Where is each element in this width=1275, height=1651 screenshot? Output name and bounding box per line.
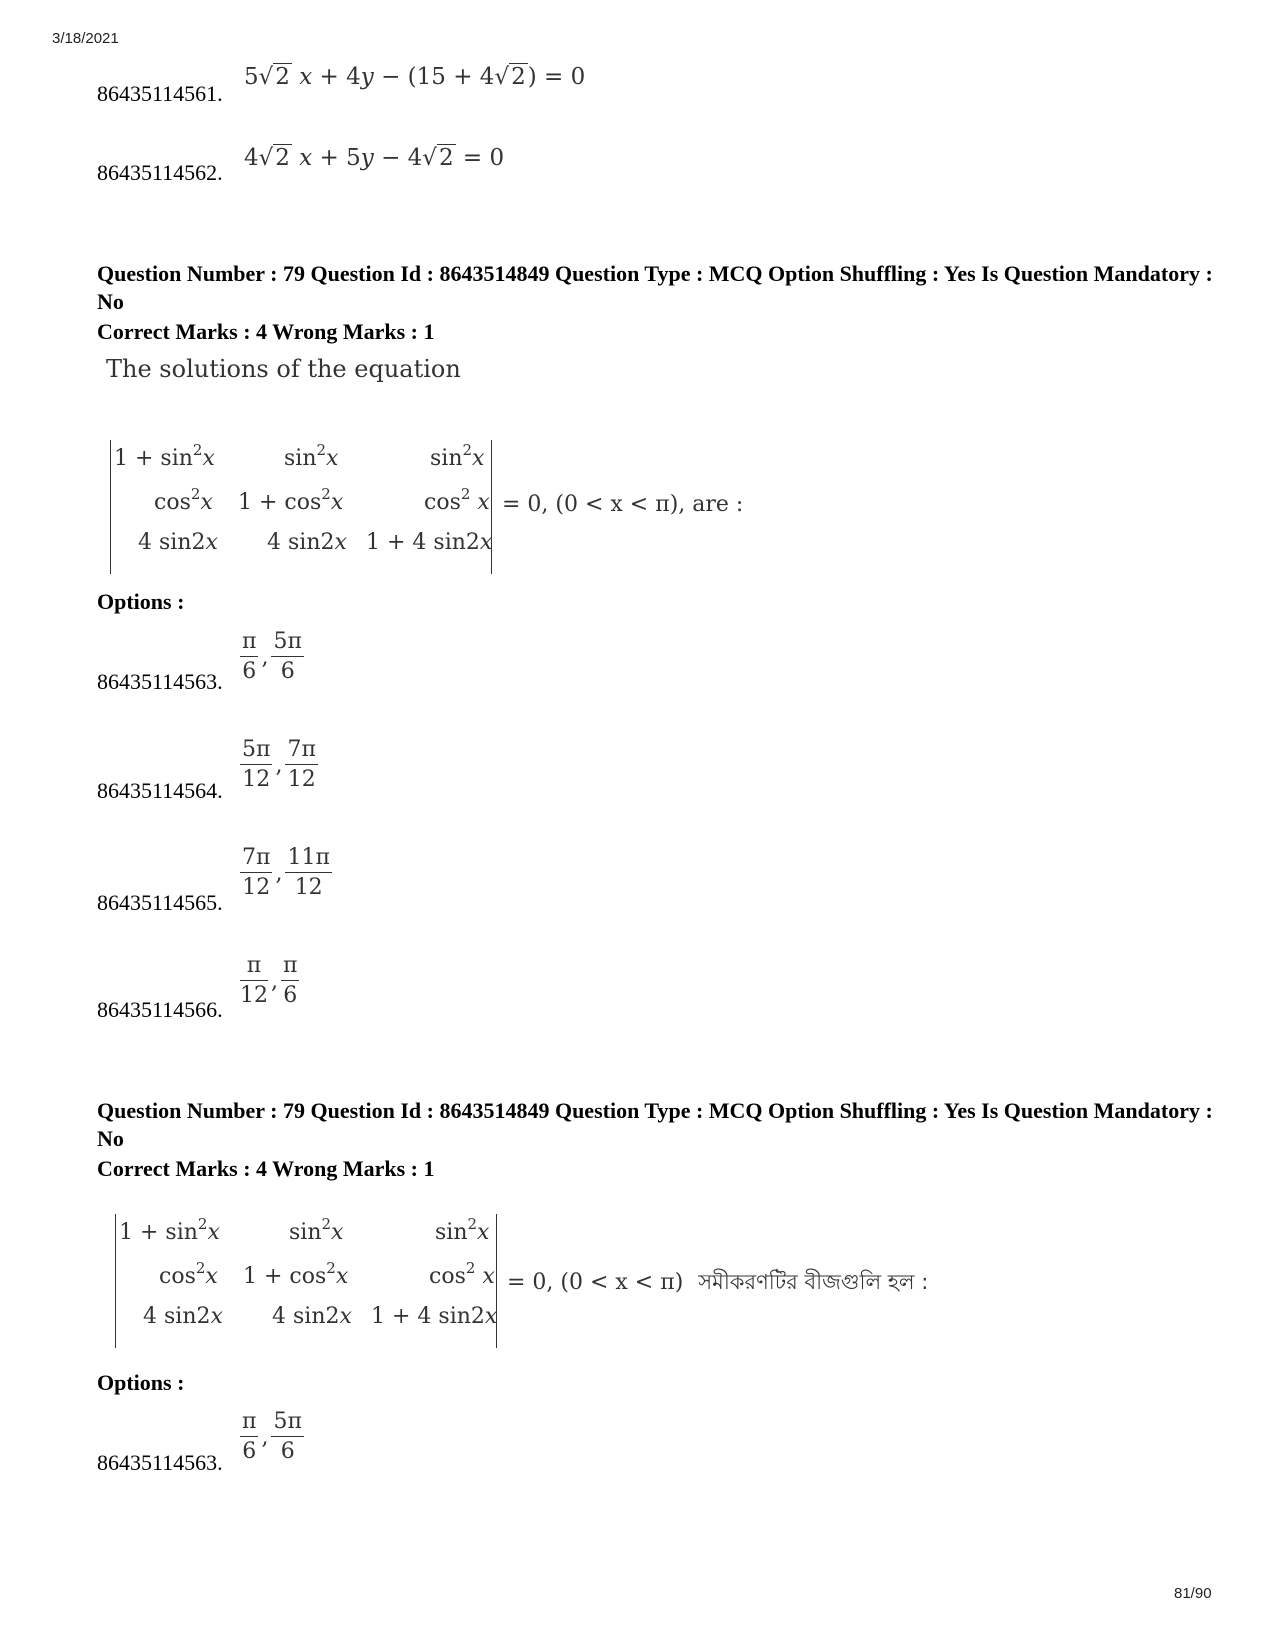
det-bar-left xyxy=(110,440,111,574)
determinant-equation: $1 + \sin^2x$ $\sin^2x$ $\sin^2x$ $\cos^2x$ $1 + \cos^2x$ $\cos^2 x$ 4 sin2x 4 sin2x 1 + 4 sin2x = 0, (0 < x < π), are : xyxy=(110,440,750,574)
det-bar-left xyxy=(115,1214,116,1348)
options-label: Options : xyxy=(97,1370,185,1395)
option-id: 86435114561. xyxy=(97,81,223,106)
option-fractions: $\frac{\pi}{12}$ , $\frac{\pi}{6}$ xyxy=(240,953,298,1008)
equation-condition: = 0, (0 < x < π) xyxy=(507,1270,684,1295)
det-bar-right xyxy=(496,1214,497,1348)
question-marks: Correct Marks : 4 Wrong Marks : 1 xyxy=(97,1156,435,1181)
options-label: Options : xyxy=(97,589,185,614)
option-id: 86435114563. xyxy=(97,1450,223,1475)
determinant-equation: $1 + \sin^2x$ $\sin^2x$ $\sin^2x$ $\cos^2x$ $1 + \cos^2x$ $\cos^2 x$ 4 sin2x 4 sin2x 1 + 4 sin2x = 0, (0 < x < π) সমীকরণটির বীজগুলি হল : xyxy=(115,1214,995,1348)
question-stem: The solutions of the equation xyxy=(106,355,461,383)
question-heading: Question Number : 79 Question Id : 8643514849 Question Type : MCQ Option Shuffling : Yes Is Question Mandatory : No xyxy=(97,1098,1213,1151)
option-id: 86435114562. xyxy=(97,160,223,185)
option-fractions: $\frac{\pi}{6}$ , $\frac{5\pi}{6}$ xyxy=(242,629,302,684)
bengali-question-text: সমীকরণটির বীজগুলি হল : xyxy=(698,1270,929,1294)
option-equation: 4√2 x + 5y − 4√2 = 0 xyxy=(244,145,505,171)
print-date: 3/18/2021 xyxy=(52,30,119,47)
option-id: 86435114563. xyxy=(97,669,223,694)
page-number: 81/90 xyxy=(1174,1585,1212,1602)
det-bar-right xyxy=(491,440,492,574)
equation-condition: = 0, (0 < x < π), are : xyxy=(502,492,744,517)
option-id: 86435114566. xyxy=(97,997,223,1022)
option-equation: 5√2 x + 4y − (15 + 4√2) = 0 xyxy=(244,64,586,90)
option-fractions: $\frac{\pi}{6}$ , $\frac{5\pi}{6}$ xyxy=(242,1409,302,1464)
option-fractions: $\frac{5\pi}{12}$ , $\frac{7\pi}{12}$ xyxy=(242,737,316,792)
option-id: 86435114565. xyxy=(97,890,223,915)
question-marks: Correct Marks : 4 Wrong Marks : 1 xyxy=(97,319,435,344)
question-heading: Question Number : 79 Question Id : 8643514849 Question Type : MCQ Option Shuffling : Yes Is Question Mandatory : No xyxy=(97,261,1213,314)
option-fractions: $\frac{7\pi}{12}$ , $\frac{11\pi}{12}$ xyxy=(242,845,330,900)
option-id: 86435114564. xyxy=(97,778,223,803)
